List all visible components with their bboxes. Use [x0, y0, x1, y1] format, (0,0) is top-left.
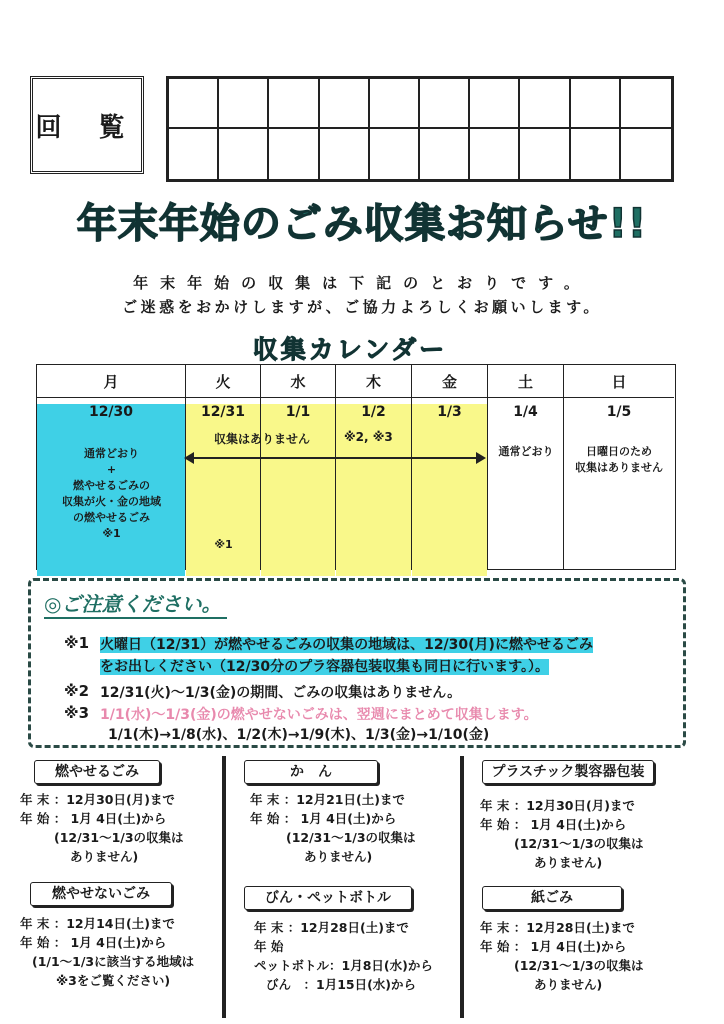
section-label-paper: 紙ごみ [482, 886, 622, 910]
section-line: 年 末 ：12月28日(土)まで [254, 920, 409, 935]
stamp-cell [269, 79, 319, 129]
notice-mark-3: ※3 [64, 704, 90, 722]
section-line: ありません) [534, 855, 603, 870]
stamp-cell [219, 79, 269, 129]
notice-mark-1: ※1 [64, 634, 90, 652]
collection-calendar [36, 364, 676, 570]
notice-1-line-1-text: 火曜日（12/31）が燃やせるごみの収集の地域は、12/30(月)に燃やせるごみ [100, 637, 593, 653]
period-note: 収集はありません [214, 432, 311, 446]
stamp-cell [420, 79, 470, 129]
section-label-can: か ん [244, 760, 378, 784]
stamp-cell [269, 129, 319, 179]
monday-note-line: の燃やせるごみ [73, 511, 150, 524]
section-label-plastic: プラスチック製容器包装 [482, 760, 654, 784]
day-header: 月 [37, 365, 185, 398]
notice-2-line-1: 12/31(火)～1/3(金)の期間、ごみの収集はありません。 [100, 685, 462, 701]
stamp-cell [571, 129, 621, 179]
notice-title: ◎ご注意ください。 [44, 588, 227, 619]
section-line: 年 末 ：12月28日(土)まで [480, 920, 635, 935]
monday-note [37, 446, 186, 542]
stamp-cell [420, 129, 470, 179]
stamp-cell [621, 79, 671, 129]
circulation-label-text: 回 覧 [35, 112, 139, 143]
monday-note-line: 燃やせるごみの [73, 479, 150, 492]
calendar-col-saturday [488, 365, 564, 569]
period-ref: ※2, ※3 [344, 430, 393, 444]
stamp-cell [520, 79, 570, 129]
notice-1-line-2-text: をお出しください（12/30分のプラ容器包装収集も同日に行います。）。 [100, 659, 549, 675]
stamp-cell [470, 79, 520, 129]
day-header: 土 [488, 365, 563, 398]
section-line: 年 始 [254, 939, 284, 954]
section-bottle-text [254, 918, 433, 994]
calendar-col-wednesday [261, 365, 336, 569]
section-line: 年 始 ： 1月 4日(土)から [20, 935, 167, 950]
calendar-col-thursday [336, 365, 412, 569]
calendar-col-monday [37, 365, 186, 569]
stamp-cell [370, 129, 420, 179]
day-date: 1/4 [513, 404, 538, 420]
stamp-cell [571, 79, 621, 129]
section-line: ありません) [534, 977, 603, 992]
stamp-cell [169, 129, 219, 179]
section-line: 年 始 ： 1月 4日(土)から [20, 811, 167, 826]
intro-line-2: ご迷惑をおかけしますが、ご協力よろしくお願いします。 [122, 298, 602, 316]
day-header: 日 [564, 365, 674, 398]
section-line: びん ：1月15日(水)から [266, 977, 417, 992]
day-date: 1/2 [361, 404, 386, 420]
notice-mark-2: ※2 [64, 682, 90, 700]
section-line: 年 始 ： 1月 4日(土)から [250, 811, 397, 826]
day-date: 1/1 [285, 404, 311, 420]
section-line: 年 始 ： 1月 4日(土)から [480, 939, 627, 954]
notice-3-line-2: 1/1(木)→1/8(水)、1/2(木)→1/9(木)、1/3(金)→1/10(金) [108, 727, 490, 743]
sunday-note-line: 日曜日のため [586, 445, 652, 458]
section-paper-text [480, 918, 644, 994]
notice-1-line-1 [100, 634, 593, 654]
section-plastic-text [480, 796, 644, 872]
section-line: (12/31～1/3の収集は [514, 958, 644, 973]
section-label-burnable: 燃やせるごみ [34, 760, 160, 784]
monday-note-line: 収集が火・金の地域 [62, 495, 161, 508]
section-line: ※3をご覧ください) [56, 973, 171, 988]
monday-note-line: 通常どおり [84, 447, 139, 460]
day-date: 1/5 [606, 404, 632, 420]
arrow-left-icon [184, 452, 194, 464]
section-line: ありません) [304, 849, 373, 864]
stamp-cell [320, 79, 370, 129]
intro-line-1: 年末年始の収集は下記のとおりです。 [133, 274, 591, 292]
sunday-note [564, 444, 674, 476]
day-header: 水 [261, 365, 335, 398]
day-date: 12/30 [88, 404, 134, 420]
tuesday-ref: ※1 [214, 538, 233, 551]
day-date: 1/3 [437, 404, 462, 420]
section-line: (1/1～1/3に該当する地域は [32, 954, 195, 969]
section-line: ありません) [70, 849, 139, 864]
page-title: 年末年始のごみ収集お知らせ!! [76, 201, 648, 247]
stamp-cell [370, 79, 420, 129]
notice-3-line-1: 1/1(水)～1/3(金)の燃やせないごみは、翌週にまとめて収集します。 [100, 707, 538, 723]
section-label-nonburnable: 燃やせないごみ [30, 882, 172, 906]
section-burnable-text [20, 790, 184, 866]
stamp-cell [320, 129, 370, 179]
calendar-col-sunday [564, 365, 674, 569]
section-line: 年 始 ： 1月 4日(土)から [480, 817, 627, 832]
calendar-title: 収集カレンダー [252, 335, 448, 364]
calendar-col-tuesday [186, 365, 261, 569]
arrow-right-icon [476, 452, 486, 464]
day-header: 木 [336, 365, 411, 398]
circulation-label [30, 76, 144, 174]
section-line: 年 末 ：12月21日(土)まで [250, 792, 405, 807]
section-line: 年 末 ：12月30日(月)まで [20, 792, 175, 807]
section-line: ペットボトル：1月8日(水)から [254, 958, 433, 973]
section-line: (12/31～1/3の収集は [54, 830, 184, 845]
section-divider [460, 756, 464, 1018]
monday-note-line: ※1 [102, 527, 121, 540]
stamp-cell [520, 129, 570, 179]
saturday-note: 通常どおり [498, 445, 554, 458]
calendar-col-friday [412, 365, 488, 569]
notice-1-line-2 [100, 656, 549, 676]
day-date: 12/31 [200, 404, 246, 420]
circulation-stamp-grid [166, 76, 674, 182]
day-header: 火 [186, 365, 260, 398]
monday-note-line: + [106, 463, 117, 476]
section-line: (12/31～1/3の収集は [286, 830, 416, 845]
section-line: 年 末 ：12月14日(土)まで [20, 916, 175, 931]
section-divider [222, 756, 226, 1018]
sunday-note-line: 収集はありません [575, 461, 663, 474]
stamp-cell [470, 129, 520, 179]
section-label-bottle: びん・ペットボトル [244, 886, 412, 910]
section-nonburnable-text [20, 914, 194, 990]
day-header: 金 [412, 365, 487, 398]
section-line: (12/31～1/3の収集は [514, 836, 644, 851]
stamp-cell [169, 79, 219, 129]
period-arrow [192, 457, 478, 459]
stamp-cell [219, 129, 269, 179]
section-line: 年 末 ：12月30日(月)まで [480, 798, 635, 813]
section-can-text [250, 790, 416, 866]
stamp-cell [621, 129, 671, 179]
